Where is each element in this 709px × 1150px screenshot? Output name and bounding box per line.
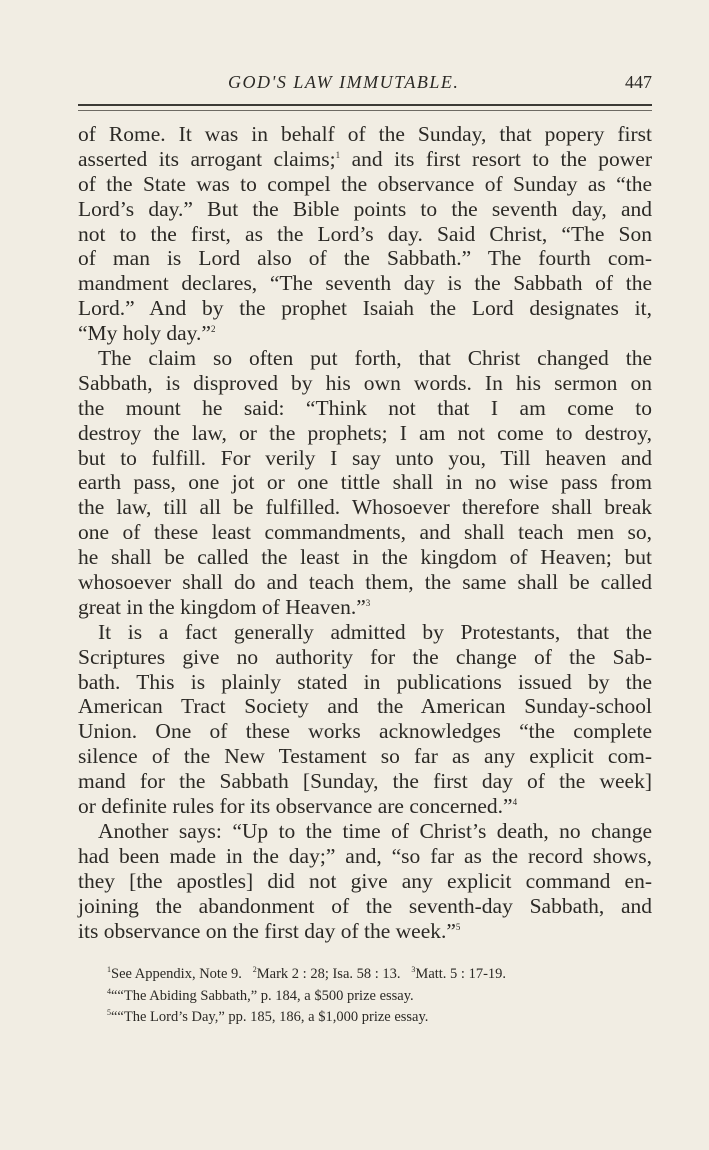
text-line: earth pass, one jot or one tittle shall in no wise pass from (78, 470, 652, 495)
text-line: of man is Lord also of the Sabbath.” The fourth com- (78, 246, 652, 271)
text-line: or definite rules for its observance are concerned.”$^4$ (78, 794, 518, 819)
text-line: great in the kingdom of Heaven.”$^3$ (78, 594, 371, 619)
footnote-4: ““The Abiding Sabbath,” p. 184, a $500 prize essay. (111, 987, 414, 1004)
footnote-ref: 4 (512, 797, 518, 808)
footnote-5: ““The Lord’s Day,” pp. 185, 186, a $1,000 prize essay. (111, 1009, 429, 1025)
text-line: Lord.” And by the prophet Isaiah the Lord designates it, (78, 296, 652, 321)
text-line: of the State was to compel the observance of Sunday as “the (78, 171, 652, 196)
text-line: destroy the law, or the prophets; I am not come to destroy, (78, 420, 652, 445)
text-line: the mount he said: “Think not that I am come to (78, 395, 652, 420)
text-line: joining the abandonment of the seventh-day Sabbath, and (78, 893, 652, 918)
header-rule (78, 104, 652, 106)
text-line: one of these least commandments, and shall teach men so, (78, 520, 652, 545)
text-line: but to fulfill. For verily I say unto you, Till heaven and (78, 445, 652, 470)
text-line: its observance on the first day of the week.”$^5$ (78, 918, 461, 943)
text-line: Lord’s day.” But the Bible points to the seventh day, and (78, 196, 652, 221)
running-title: GOD'S LAW IMMUTABLE. (228, 72, 460, 92)
page-number: 447 (625, 72, 652, 92)
footnote-ref: 1 (335, 149, 341, 160)
text-line: mand for the Sabbath [Sunday, the first day of the week] (78, 769, 652, 794)
footnote-2: Mark 2 : 28; Isa. 58 : 13. (256, 966, 401, 982)
text-line: not to the first, as the Lord’s day. Said Christ, “The Son (78, 221, 652, 246)
footnote-line: $^4$““The Abiding Sabbath,” p. 184, a $500 prize essay. (107, 986, 414, 1004)
footnote-ref: 2 (210, 324, 216, 335)
footnote-line: $^5$““The Lord’s Day,” pp. 185, 186, a $1,000 prize essay. (107, 1008, 429, 1025)
text-line: the law, till all be fulfilled. Whosoever therefore shall break (78, 495, 652, 520)
text-line: Union. One of these works acknowledges “the complete (78, 719, 652, 744)
text-line: mandment declares, “The seventh day is the Sabbath of the (78, 271, 652, 296)
footnotes (78, 964, 652, 1029)
text-line: American Tract Society and the American Sunday-school (78, 694, 652, 719)
text-line: “My holy day.”$^2$ (78, 321, 216, 346)
text-line: Sabbath, is disproved by his own words. In his sermon on (78, 370, 652, 395)
footnote-3: Matt. 5 : 17-19. (415, 966, 507, 982)
text-line: Scriptures give no authority for the change of the Sab- (78, 644, 652, 669)
footnote-ref: 3 (365, 597, 371, 608)
text-line: had been made in the day;” and, “so far as the record shows, (78, 843, 652, 868)
text-line: whosoever shall do and teach them, the same shall be called (78, 570, 652, 595)
text-line: bath. This is plainly stated in publications issued by the (78, 669, 652, 694)
footnote-line: $^1$See Appendix, Note 9. $^2$Mark 2 : 28; Isa. 58 : 13. $^3$Matt. 5 : 17-19. (107, 965, 507, 982)
text-line: they [the apostles] did not give any explicit command en- (78, 868, 652, 893)
footnote-ref: 5 (455, 921, 461, 932)
text-line: silence of the New Testament so far as any explicit com- (78, 744, 652, 769)
text-line: asserted its arrogant claims;$^1$ and its first resort to the power (78, 146, 652, 171)
text-line: The claim so often put forth, that Christ changed the (98, 346, 652, 371)
header-rule-thin (78, 110, 652, 111)
text-line: of Rome. It was in behalf of the Sunday, that popery first (78, 122, 652, 146)
running-header (78, 72, 652, 98)
footnote-1: See Appendix, Note 9. (111, 966, 242, 982)
text-line: Another says: “Up to the time of Christ’s death, no change (98, 818, 652, 843)
text-line: It is a fact generally admitted by Protestants, that the (98, 619, 652, 644)
body-text (78, 122, 652, 943)
text-line: he shall be called the least in the kingdom of Heaven; but (78, 545, 652, 570)
